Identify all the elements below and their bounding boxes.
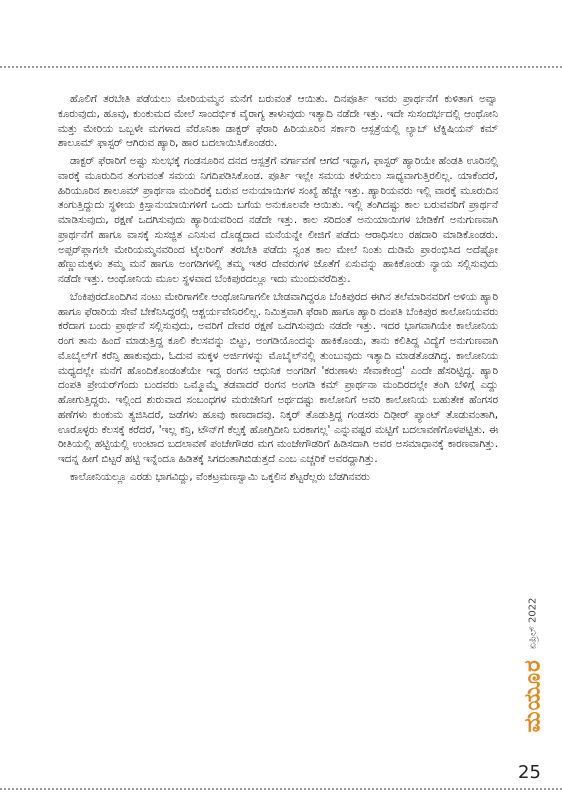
sidebar-rotated-label — [521, 598, 546, 733]
article-paragraph: ಡಾಕ್ಟರ್ ಫೆರಾರಿಗೆ ಅಷ್ಟು ಸುಲಭಕ್ಕೆ ಗಂಡನೂರಿನ ದನದ ಆಸ್ಪತ್ರೆಗೆ ವರ್ಗಾವಣೆ ಆಗದೆ ಇದ್ದಾಗ, ಫಾಸ್ಟರ್ ಹ್ಯಾರಿಯೇ ಹೆಂಡತಿ ಊರಿನಲ್ಲಿ ವಾರಕ್ಕೆ ಮೂರುದಿನ ತಂಗುವಂತೆ ಸಮಯ ನಿಗದಿಪಡಿಸಿಕೊಂಡ. ಪೂರ್ತಿ ಇಲ್ಲೇ ಸಮಯ ಕಳೆಯಲು ಸಾಧ್ಯವಾಗುತ್ತಿರಲಿಲ್ಲ. ಯಾಕೆಂದರೆ, ಹಿರಿಯೂರಿನ ಶಾಲೂಮ್ ಪ್ರಾರ್ಥನಾ ಮಂದಿರಕ್ಕೆ ಬರುವ ಅನುಯಾಯಿಗಳ ಸಂಖ್ಯೆ ಹೆಚ್ಚೇ ಇತ್ತು. ಹ್ಯಾರಿಯವರು ಇಲ್ಲಿ ವಾರಕ್ಕೆ ಮೂರುದಿನ ತಂಗುತ್ತಿದ್ದುದು ಸ್ಥಳೀಯ ಕ್ರಿಸ್ತಾನುಯಾಯಿಗಳಿಗೆ ಒಂದು ಬಗೆಯ ಅನುಕೂಲವೇ ಆಯಿತು. ಇಲ್ಲಿ ತಂಗಿದಷ್ಟು ಕಾಲ ಬರುವವರಿಗೆ ಪ್ರಾರ್ಥನೆ ಮಾಡಿಸುವುದು, ರಕ್ಷಣೆ ಒದಗಿಸುವುದು ಹ್ಯಾರಿಯವರಿಂದ ನಡೆದೇ ಇತ್ತು. ಕಾಲ ಸರಿದಂತೆ ಅನುಯಾಯಿಗಳ ಬೇಡಿಕೆಗೆ ಅನುಗುಣವಾಗಿ ಪ್ರಾರ್ಥನೆಗೆ ಹಾಗೂ ವಾಸಕ್ಕೆ ಸುಸಜ್ಜಿತ ಎನಿಸುವ ದೊಡ್ಡದಾದ ಮನೆಯನ್ನೇ ಲೀಜಿಗೆ ಪಡೆದು ಆರಾಧಿಸಲು ರಹದಾರಿ ಮಾಡಿಕೊಂಡರು. ಅಪ್ಪರ್‌ಪ್ಲಾಗಲೇ ಮೇರಿಯಮ್ಮನವರಿಂದ ಟೈಲರಿಂಗ್ ತರಬೇತಿ ಪಡೆದು ಸ್ವಂತ ಕಾಲ ಮೇಲೆ ನಿಂತು ದುಡಿಮೆ ಪ್ರಾರಂಭಿಸಿದ ಅದೆಷ್ಟೋ ಹೆಣ್ಣುಮಕ್ಕಳು ತಮ್ಮ ಮನೆ ಹಾಗೂ ಅಂಗಡಿಗಳಲ್ಲಿ ತಮ್ಮ ಇತರ ದೇವರುಗಳ ಜೊತೆಗೆ ಏಸುವನ್ನು ಹಾಕಿಕೊಂಡು ನ್ಯಾಯ ಸಲ್ಲಿಸುವುದು ನಡೆದೇ ಇತ್ತು. ಆಂಥೋನಿಯ ಮೂಲ ಸ್ಥಳವಾದ ಬೆಂಕಿಪುರದಲ್ಲೂ ಇದು ಮುಂದುವರೆದಿತ್ತು. — [58, 155, 498, 285]
article-paragraph: ಹೊಲಿಗೆ ತರಬೇತಿ ಪಡೆಯಲು ಮೇರಿಯಮ್ಮನ ಮನೆಗೆ ಬರುವಂತೆ ಆಯಿತು. ದಿನಪೂರ್ತಿ ಇವರು ಪ್ರಾರ್ಥನೆಗೆ ಕುಳಿತಾಗ ಅವ್ವಾ ಕೂರುವುದು, ಹೂವು, ಕುಂಕುಮದ ಮೇಲೆ ಸಾಂದರ್ಭಿಕ ವೈರಾಗ್ಯ ತಾಳುವುದು ಇತ್ಯಾದಿ ನಡೆದೇ ಇತ್ತು. ಇದೇ ಸುಸಂದರ್ಭದಲ್ಲಿ ಆಂಥೋನಿ ಮತ್ತು ಮೇರಿಯ ಒಬ್ಬಳೇ ಮಗಳಾದ ವೆರೊನಿಕಾ ಡಾಕ್ಟರ್ ಫೆರಾರಿ ಹಿರಿಯೂರಿನ ಸರ್ಕಾರಿ ಆಸ್ಪತ್ರೆಯಲ್ಲಿ ಲ್ಯಾಬ್ ಟೆಕ್ನಿಷಿಯನ್ ಕಮ್ ಶಾಲೂಮ್ ಫಾಸ್ಟರ್ ಆಗಿರುವ ಹ್ಯಾರಿ, ಹಾರ ಬದಲಾಯಿಸಿಕೊಂಡರು. — [58, 93, 498, 150]
magazine-sidebar — [516, 570, 550, 760]
issue-date: ಏಪ್ರಿಲ್ 2022 — [527, 597, 539, 650]
article-paragraph: ಕಾಲೋನಿಯಲ್ಲೂ ಎರಡು ಭಾಗವಿದ್ದು, ವೆಂಕಟ್ರಮಣಸ್ವಾಮಿ ಒಕ್ಕಲಿನ ಶೆಟ್ಟರೆಲ್ಲರು ಬೆಡಗಿನವರು — [70, 470, 370, 483]
top-dotted-rule — [0, 66, 562, 68]
article-paragraph: ಬೆಂಕಿಪುರದೊಂದಿಗಿನ ನಂಟು ಮೇರಿಗಾಗಲೀ ಆಂಥೋನಿಗಾಗಲೀ ಬೇಡವಾಗಿದ್ದರೂ ಬೆಂಕಿಪುರದ ಈಗಿನ ತಲೆಮಾರಿನವರಿಗೆ ಅಳಿಯ ಹ್ಯಾರಿ ಹಾಗೂ ಫೆರಾರಿಯ ಸೇವೆ ಬೇಕೆನಿಸಿದ್ದರಲ್ಲಿ ಆಶ್ಚರ್ಯವೇನಿರಲಿಲ್ಲ. ನಿಮಿತ್ತವಾಗಿ ಫೆರಾರಿ ಹಾಗೂ ಹ್ಯಾರಿ ದಂಪತಿ ಬೆಂಕಿಪುರ ಕಾಲೋನಿಯವರು ಕರೆದಾಗ ಬಂದು ಪ್ರಾರ್ಥನೆ ಸಲ್ಲಿಸುವುದು, ಅವರಿಗೆ ದೇವರ ರಕ್ಷಣೆ ಒದಗಿಸುವುದು ನಡದೇ ಇತ್ತು. ಇದರ ಭಾಗವಾಗಿಯೇ ಕಾಲೋನಿಯ ರಂಗ ತಾನು ಹಿಂದೆ ಮಾಡುತ್ತಿದ್ದ ಕೂಲಿ ಕೆಲಸವನ್ನು ಬಿಟ್ಟು, ಅಂಗಡಿಯೊಂದನ್ನು ಹಾಕಿಕೊಂಡು, ತಾನು ಕಲಿತಿದ್ದ ವಿದ್ಯೆಗೆ ಅನುಗುಣವಾಗಿ ಮೊಬೈಲ್‌ಗೆ ಕರೆನ್ಸಿ ಹಾಕುವುದು, ಓದುವ ಮಕ್ಕಳ ಅರ್ಜಿಗಳನ್ನು ಮೊಬೈಲ್‌ನಲ್ಲಿ ತುಂಬುವುದು ಇತ್ಯಾದಿ ಮಾಡತೊಡಗಿದ್ದ. ಕಾಲೋನಿಯ ಮಧ್ಯದಲ್ಲೇ ಮನೆಗೆ ಹೊಂದಿಕೊಂಡಂತೆಯೇ ಇದ್ದ ರಂಗನ ಆಧುನಿಕ ಅಂಗಡಿಗೆ 'ಕರುಣಾಳು ಸೇವಾಕೇಂದ್ರ' ಎಂದೇ ಹೆಸರಿಟ್ಟಿದ್ದ. ಹ್ಯಾರಿ ದಂಪತಿ ಪ್ರೇಯರ್‌ಗೆಂದು ಬಂದವರು ಒಮ್ಮೊಮ್ಮೆ ತಡವಾದರೆ ರಂಗನ ಅಂಗಡಿ ಕಮ್ ಪ್ರಾರ್ಥನಾ ಮಂದಿರದಲ್ಲೇ ತಂಗಿ ಬೆಳಿಗ್ಗೆ ಎದ್ದು ಹೋಗುತ್ತಿದ್ದರು. ಇಲ್ಲಿಂದ ಶುರುವಾದ ಸಂಬಂಧಗಳ ಮರುಜೇನಿಗೆ ಅರ್ಥದಷ್ಟು ಕಾಲೋನಿಗೆ ಅವರಿ ಕಾಲೋನಿಯ ಬಹುತೇಕ ಹೆಂಗಸರ ಹಣೆಗಳು ಕುಂಕುಮ ತ್ಯಜಿಸಿದರೆ, ಜಡೆಗಳು ಹೂವು ಕಾಣದಾದವು. ನಿಕ್ಕರ್ ತೊಡುತ್ತಿದ್ದ ಗಂಡಸರು ದಿಢೀರ್ ಪ್ಯಾಂಟ್ ತೊಡುವಂತಾಗಿ, ಊರೊಳ್ಳರು ಕೆಲಸಕ್ಕೆ ಕರೆದರೆ, 'ಇಲ್ಲ ಕನ್ರಿ, ಟೌನ್‌ಗೆ ಕೆಲ್ಸಕ್ಕೆ ಹೋಗ್ತಿದೀನಿ ಬರಕಾಗಲ್ಲ' ಎನ್ನುವಷ್ಟರ ಮಟ್ಟಿಗೆ ಬದಲಾವಣೆಗೊಳಪಟ್ಟಿತು. ಈ ರೀತಿಯಲ್ಲಿ ಹಟ್ಟಿಯಲ್ಲಿ ಉಂಟಾದ ಬದಲಾವಣೆ ಪಂಚೇಗೌಡರ ಮಗ ಮಂಜೇಗೌಡರಿಗೆ ಹಿಡಿಸದಾಗಿ ಅವರ ಅಸಮಾಧಾನಕ್ಕೆ ಕಾರಣವಾಗಿತ್ತು. ಇದನ್ನ ಹೀಗೆ ಬಿಟ್ಟರೆ ಹಟ್ಟಿ ಇನ್ನೆಂದೂ ಹಿಡಿತಕ್ಕೆ ಸಿಗದಂತಾಗಿಬಿಡುತ್ತದೆ ಎಂಬ ಎಚ್ಚರಿಕೆ ಅವರದ್ದಾಗಿತ್ತು. — [58, 290, 498, 465]
magazine-title: ಮಯೂರ — [520, 659, 546, 733]
bottom-dotted-rule — [0, 788, 562, 790]
article-body — [58, 92, 498, 752]
page-number: 25 — [518, 762, 541, 783]
